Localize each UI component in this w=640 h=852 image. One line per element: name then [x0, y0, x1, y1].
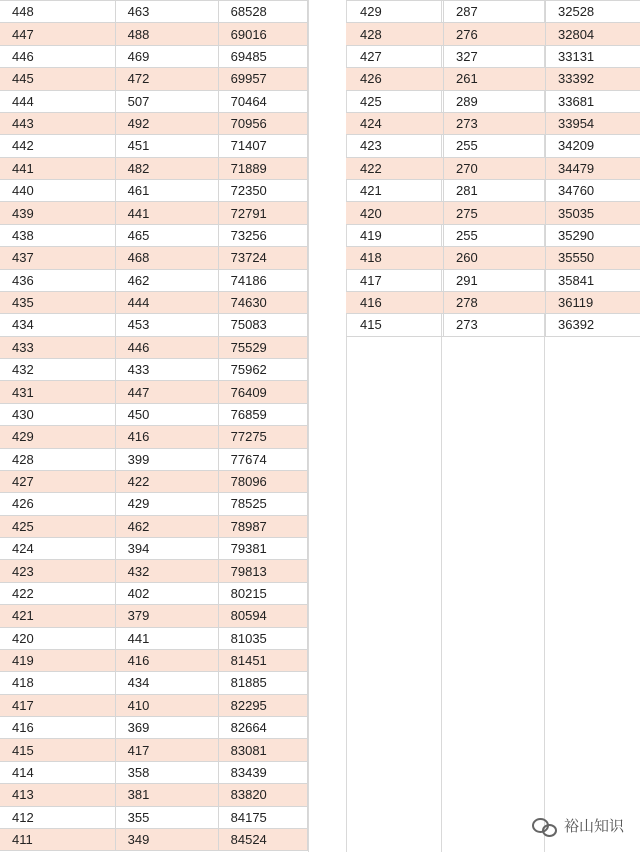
table-cell: 445	[0, 68, 115, 90]
table-cell: 349	[115, 828, 218, 850]
table-cell: 433	[0, 336, 115, 358]
table-row	[0, 560, 308, 582]
table-cell: 74630	[218, 291, 307, 313]
table-cell: 430	[0, 403, 115, 425]
table-cell: 488	[115, 23, 218, 45]
table-row	[0, 649, 308, 671]
table-cell: 70464	[218, 90, 307, 112]
table-cell: 34479	[546, 157, 640, 179]
table-cell: 82664	[218, 717, 307, 739]
table-row	[0, 493, 308, 515]
table-row	[0, 515, 308, 537]
table-cell: 33954	[546, 112, 640, 134]
table-cell: 36392	[546, 314, 640, 336]
table-cell: 411	[0, 828, 115, 850]
table-cell: 270	[444, 157, 546, 179]
table-cell: 32528	[546, 1, 640, 23]
table-row	[0, 627, 308, 649]
table-cell: 79381	[218, 538, 307, 560]
table-row	[0, 806, 308, 828]
table-cell: 428	[346, 23, 444, 45]
table-cell: 273	[444, 112, 546, 134]
table-cell: 81885	[218, 672, 307, 694]
table-cell: 394	[115, 538, 218, 560]
table-cell: 76859	[218, 403, 307, 425]
table-cell: 432	[115, 560, 218, 582]
table-cell: 413	[0, 784, 115, 806]
table-cell: 415	[346, 314, 444, 336]
table-cell: 432	[0, 359, 115, 381]
table-cell: 75962	[218, 359, 307, 381]
table-cell: 83820	[218, 784, 307, 806]
table-cell: 421	[346, 180, 444, 202]
table-cell: 428	[0, 448, 115, 470]
table-cell: 438	[0, 224, 115, 246]
table-cell: 278	[444, 291, 546, 313]
table-cell: 422	[115, 470, 218, 492]
table-row	[0, 1, 308, 23]
table-row	[0, 157, 308, 179]
table-cell: 434	[0, 314, 115, 336]
table-row	[0, 314, 308, 336]
table-cell: 492	[115, 112, 218, 134]
table-cell: 469	[115, 45, 218, 67]
table-row	[346, 135, 640, 157]
watermark	[532, 815, 624, 836]
table-row	[346, 269, 640, 291]
table-row	[0, 694, 308, 716]
table-cell: 80594	[218, 605, 307, 627]
table-cell: 421	[0, 605, 115, 627]
table-cell: 418	[0, 672, 115, 694]
table-row	[0, 426, 308, 448]
table-cell: 381	[115, 784, 218, 806]
table-cell: 414	[0, 761, 115, 783]
table-row	[0, 180, 308, 202]
table-cell: 82295	[218, 694, 307, 716]
table-cell: 425	[0, 515, 115, 537]
table-cell: 416	[115, 426, 218, 448]
table-cell: 355	[115, 806, 218, 828]
watermark-text: 裕山知识	[563, 818, 624, 835]
table-row	[0, 23, 308, 45]
table-cell: 462	[115, 515, 218, 537]
table-cell: 465	[115, 224, 218, 246]
table-cell: 34209	[546, 135, 640, 157]
table-cell: 399	[115, 448, 218, 470]
table-cell: 420	[346, 202, 444, 224]
table-cell: 441	[115, 202, 218, 224]
table-cell: 410	[115, 694, 218, 716]
table-cell: 472	[115, 68, 218, 90]
table-cell: 35290	[546, 224, 640, 246]
table-row	[0, 538, 308, 560]
table-cell: 423	[346, 135, 444, 157]
table-row	[0, 582, 308, 604]
table-cell: 83081	[218, 739, 307, 761]
table-cell: 33131	[546, 45, 640, 67]
table-cell: 84524	[218, 828, 307, 850]
table-cell: 84175	[218, 806, 307, 828]
table-row	[346, 45, 640, 67]
table-row	[346, 1, 640, 23]
table-cell: 73256	[218, 224, 307, 246]
table-cell: 73724	[218, 247, 307, 269]
table-cell: 507	[115, 90, 218, 112]
table-cell: 379	[115, 605, 218, 627]
table-cell: 422	[0, 582, 115, 604]
table-cell: 442	[0, 135, 115, 157]
table-row	[0, 224, 308, 246]
table-cell: 423	[0, 560, 115, 582]
table-cell: 447	[115, 381, 218, 403]
table-cell: 74186	[218, 269, 307, 291]
table-row	[0, 448, 308, 470]
table-row	[346, 68, 640, 90]
table-cell: 417	[0, 694, 115, 716]
table-cell: 453	[115, 314, 218, 336]
table-cell: 71889	[218, 157, 307, 179]
table-cell: 439	[0, 202, 115, 224]
table-row	[0, 470, 308, 492]
table-cell: 35550	[546, 247, 640, 269]
table-cell: 72791	[218, 202, 307, 224]
gridline	[308, 0, 309, 852]
table-cell: 83439	[218, 761, 307, 783]
table-row	[0, 672, 308, 694]
table-cell: 429	[115, 493, 218, 515]
table-cell: 255	[444, 224, 546, 246]
table-cell: 417	[346, 269, 444, 291]
table-row	[346, 90, 640, 112]
table-cell: 80215	[218, 582, 307, 604]
table-row	[0, 605, 308, 627]
table-cell: 444	[115, 291, 218, 313]
table-cell: 431	[0, 381, 115, 403]
table-cell: 76409	[218, 381, 307, 403]
table-cell: 33392	[546, 68, 640, 90]
table-cell: 446	[115, 336, 218, 358]
table-cell: 482	[115, 157, 218, 179]
table-cell: 443	[0, 112, 115, 134]
table-cell: 35841	[546, 269, 640, 291]
table-row	[0, 403, 308, 425]
right-score-table	[346, 0, 640, 337]
table-cell: 276	[444, 23, 546, 45]
table-cell: 75529	[218, 336, 307, 358]
table-cell: 448	[0, 1, 115, 23]
table-cell: 436	[0, 269, 115, 291]
table-cell: 427	[346, 45, 444, 67]
table-row	[0, 45, 308, 67]
table-cell: 81035	[218, 627, 307, 649]
table-cell: 79813	[218, 560, 307, 582]
table-cell: 255	[444, 135, 546, 157]
table-row	[346, 202, 640, 224]
table-cell: 444	[0, 90, 115, 112]
table-cell: 463	[115, 1, 218, 23]
table-cell: 468	[115, 247, 218, 269]
table-cell: 416	[346, 291, 444, 313]
table-cell: 77674	[218, 448, 307, 470]
table-row	[346, 224, 640, 246]
table-row	[0, 112, 308, 134]
table-cell: 75083	[218, 314, 307, 336]
table-cell: 450	[115, 403, 218, 425]
table-cell: 69016	[218, 23, 307, 45]
table-cell: 287	[444, 1, 546, 23]
table-cell: 416	[115, 649, 218, 671]
table-row	[346, 157, 640, 179]
table-cell: 461	[115, 180, 218, 202]
table-row	[346, 314, 640, 336]
table-cell: 427	[0, 470, 115, 492]
table-cell: 429	[0, 426, 115, 448]
table-row	[0, 202, 308, 224]
table-cell: 451	[115, 135, 218, 157]
table-cell: 33681	[546, 90, 640, 112]
table-cell: 435	[0, 291, 115, 313]
left-score-table	[0, 0, 308, 851]
table-cell: 327	[444, 45, 546, 67]
table-row	[0, 291, 308, 313]
table-cell: 281	[444, 180, 546, 202]
table-row	[0, 269, 308, 291]
table-row	[346, 23, 640, 45]
table-cell: 35035	[546, 202, 640, 224]
table-cell: 72350	[218, 180, 307, 202]
table-row	[0, 336, 308, 358]
table-row	[0, 381, 308, 403]
table-cell: 429	[346, 1, 444, 23]
table-cell: 419	[346, 224, 444, 246]
table-cell: 261	[444, 68, 546, 90]
table-cell: 437	[0, 247, 115, 269]
table-row	[0, 68, 308, 90]
table-row	[0, 717, 308, 739]
table-row	[0, 784, 308, 806]
table-cell: 424	[346, 112, 444, 134]
table-row	[0, 359, 308, 381]
table-cell: 420	[0, 627, 115, 649]
table-cell: 412	[0, 806, 115, 828]
table-row	[346, 291, 640, 313]
table-cell: 415	[0, 739, 115, 761]
table-cell: 77275	[218, 426, 307, 448]
table-cell: 81451	[218, 649, 307, 671]
table-cell: 68528	[218, 1, 307, 23]
table-row	[0, 135, 308, 157]
table-row	[0, 247, 308, 269]
table-cell: 32804	[546, 23, 640, 45]
table-cell: 358	[115, 761, 218, 783]
table-cell: 402	[115, 582, 218, 604]
table-cell: 417	[115, 739, 218, 761]
table-cell: 70956	[218, 112, 307, 134]
table-cell: 273	[444, 314, 546, 336]
table-cell: 36119	[546, 291, 640, 313]
table-cell: 434	[115, 672, 218, 694]
table-cell: 426	[346, 68, 444, 90]
table-cell: 416	[0, 717, 115, 739]
table-cell: 440	[0, 180, 115, 202]
table-cell: 78096	[218, 470, 307, 492]
table-cell: 78525	[218, 493, 307, 515]
table-cell: 418	[346, 247, 444, 269]
table-cell: 78987	[218, 515, 307, 537]
table-cell: 422	[346, 157, 444, 179]
table-cell: 275	[444, 202, 546, 224]
table-row	[0, 828, 308, 850]
table-cell: 433	[115, 359, 218, 381]
table-cell: 447	[0, 23, 115, 45]
table-cell: 260	[444, 247, 546, 269]
table-cell: 446	[0, 45, 115, 67]
table-cell: 424	[0, 538, 115, 560]
table-row	[0, 90, 308, 112]
table-row	[0, 761, 308, 783]
table-cell: 71407	[218, 135, 307, 157]
table-cell: 289	[444, 90, 546, 112]
table-row	[346, 180, 640, 202]
table-cell: 462	[115, 269, 218, 291]
wechat-icon	[532, 816, 558, 836]
table-cell: 426	[0, 493, 115, 515]
table-cell: 69957	[218, 68, 307, 90]
table-cell: 441	[0, 157, 115, 179]
table-row	[0, 739, 308, 761]
table-cell: 69485	[218, 45, 307, 67]
table-row	[346, 112, 640, 134]
table-cell: 369	[115, 717, 218, 739]
table-cell: 419	[0, 649, 115, 671]
table-cell: 291	[444, 269, 546, 291]
table-cell: 441	[115, 627, 218, 649]
table-cell: 425	[346, 90, 444, 112]
table-cell: 34760	[546, 180, 640, 202]
table-row	[346, 247, 640, 269]
